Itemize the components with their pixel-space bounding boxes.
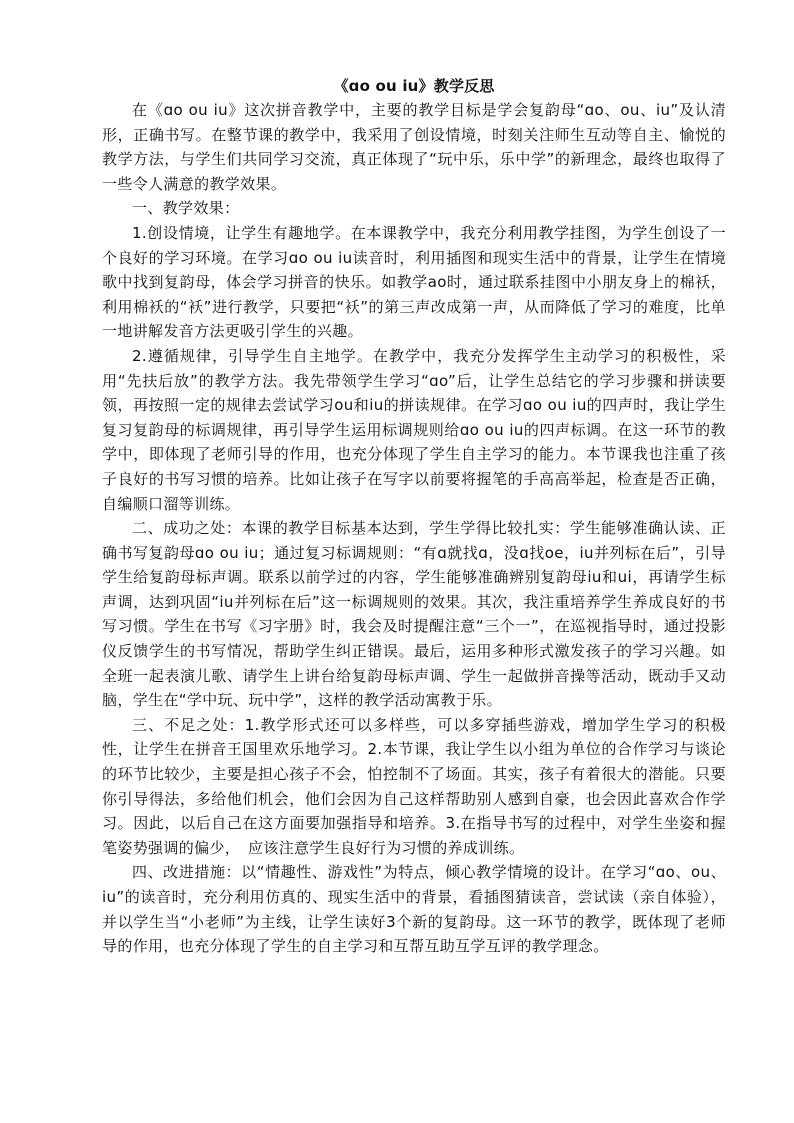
effect-point-2-paragraph: 2.遵循规律，引导学生自主地学。在教学中，我充分发挥学生主动学习的积极性，采用“先扶后放”的教学方法。我先带领学生学习“ɑo”后，让学生总结它的学习步骤和拼读要领，再按照一定的规律去尝试学习ou和iu的拼读规律。在学习ɑo ou iu的四声时，我让学生复习复韵母的标调规律，再引导学生运用标调规则给ɑo ou iu的四声标调。在这一环节的教学中，即体现了老师引导的作用，也充分体现了学生自主学习的能力。本节课我也注重了孩子良好的书写习惯的培养。比如让孩子在写字以前要将握笔的手高高举起，检查是否正确，自编顺口溜等训练。: [102, 346, 726, 513]
document-page: [102, 76, 726, 959]
improvement-paragraph: 四、改进措施：以“情趣性、游戏性”为特点，倾心教学情境的设计。在学习“ɑo、ou、iu”的读音时，充分利用仿真的、现实生活中的背景，看插图猜读音，尝试读（亲自体验），并以学生当“小老师”为主线，让学生读好3个新的复韵母。这一环节的教学，既体现了老师导的作用，也充分体现了学生的自主学习和互帮互助互学互评的教学理念。: [102, 863, 726, 956]
success-paragraph: 二、成功之处：本课的教学目标基本达到，学生学得比较扎实：学生能够准确认读、正确书写复韵母ɑo ou iu；通过复习标调规则：“有ɑ就找ɑ，没ɑ找oe，iu并列标在后”，引导学生给复韵母标声调。联系以前学过的内容，学生能够准确辨别复韵母iu和ui，再请学生标声调，达到巩固“iu并列标在后”这一标调规则的效果。其次，我注重培养学生养成良好的书写习惯。学生在书写《习字册》时，我会及时提醒注意“三个一”，在巡视指导时，通过投影仪反馈学生的书写情况，帮助学生纠正错误。最后，运用多种形式激发孩子的学习兴趣。如全班一起表演儿歌、请学生上讲台给复韵母标声调、学生一起做拼音操等活动，既动手又动脑，学生在“学中玩、玩中学”，这样的教学活动寓教于乐。: [102, 519, 726, 710]
section-heading-teaching-effect: 一、教学效果：: [132, 199, 240, 218]
shortcomings-paragraph: 三、不足之处：1.教学形式还可以多样些，可以多穿插些游戏，增加学生学习的积极性，让学生在拼音王国里欢乐地学习。2.本节课，我让学生以小组为单位的合作学习与谈论的环节比较少，主要是担心孩子不会，怕控制不了场面。其实，孩子有着很大的潜能。只要你引导得法，多给他们机会，他们会因为自己这样帮助别人感到自豪，也会因此喜欢合作学习。因此，以后自己在这方面要加强指导和培养。3.在指导书写的过程中，对学生坐姿和握笔姿势强调的偏少， 应该注意学生良好行为习惯的养成训练。: [102, 715, 726, 857]
document-title: 《ɑo ou iu》教学反思: [333, 77, 495, 95]
intro-paragraph: 在《ɑo ou iu》这次拼音教学中，主要的教学目标是学会复韵母“ɑo、ou、iu”及认清形，正确书写。在整节课的教学中，我采用了创设情境，时刻关注师生互动等自主、愉悦的教学方法，与学生们共同学习交流，真正体现了“玩中乐，乐中学”的新理念，最终也取得了一些令人满意的教学效果。: [102, 101, 726, 193]
effect-point-1-paragraph: 1.创设情境，让学生有趣地学。在本课教学中，我充分利用教学挂图，为学生创设了一个良好的学习环境。在学习ɑo ou iu读音时，利用插图和现实生活中的背景，让学生在情境歌中找到复韵母，体会学习拼音的快乐。如教学ao时，通过联系挂图中小朋友身上的棉袄，利用棉袄的“袄”进行教学，只要把“袄”的第三声改成第一声，从而降低了学习的难度，比单一地讲解发音方法更吸引学生的兴趣。: [102, 223, 726, 341]
